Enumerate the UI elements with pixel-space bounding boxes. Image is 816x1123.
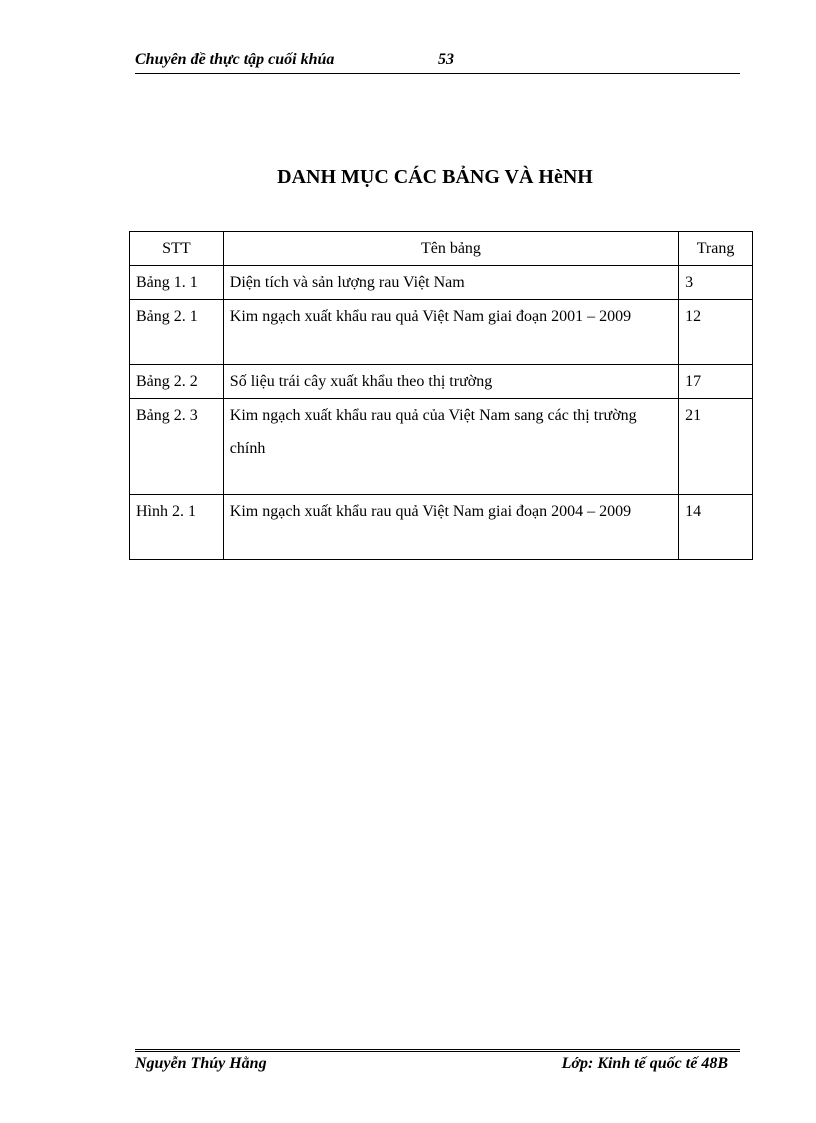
cell-stt: Bảng 2. 2 xyxy=(130,365,224,399)
cell-page: 21 xyxy=(679,399,753,495)
cell-page: 17 xyxy=(679,365,753,399)
table-row xyxy=(130,495,753,560)
footer-class: Lớp: Kinh tế quốc tế 48B xyxy=(561,1055,728,1072)
cell-page: 12 xyxy=(679,300,753,365)
table-header-row xyxy=(130,232,753,266)
column-header-name: Tên bảng xyxy=(223,232,678,266)
column-header-stt: STT xyxy=(130,232,224,266)
cell-stt: Bảng 2. 1 xyxy=(130,300,224,365)
table-row xyxy=(130,300,753,365)
document-title: DANH MỤC CÁC BẢNG VÀ HèNH xyxy=(277,166,593,188)
page-number: 53 xyxy=(438,51,454,68)
table-row xyxy=(130,365,753,399)
cell-stt: Bảng 2. 3 xyxy=(130,399,224,495)
cell-name: Số liệu trái cây xuất khẩu theo thị trường xyxy=(223,365,678,399)
table-row xyxy=(130,399,753,495)
table-row xyxy=(130,266,753,300)
cell-page: 3 xyxy=(679,266,753,300)
footer-rule xyxy=(135,1049,740,1052)
footer-author: Nguyễn Thúy Hằng xyxy=(135,1055,267,1072)
cell-name: Kim ngạch xuất khẩu rau quả Việt Nam giai đoạn 2001 – 2009 xyxy=(223,300,678,365)
cell-stt: Bảng 1. 1 xyxy=(130,266,224,300)
cell-name: Diện tích và sản lượng rau Việt Nam xyxy=(223,266,678,300)
cell-name: Kim ngạch xuất khẩu rau quả của Việt Nam sang các thị trường chính xyxy=(223,399,678,495)
column-header-page: Trang xyxy=(679,232,753,266)
cell-name: Kim ngạch xuất khẩu rau quả Việt Nam giai đoạn 2004 – 2009 xyxy=(223,495,678,560)
cell-stt: Hình 2. 1 xyxy=(130,495,224,560)
table-of-figures xyxy=(129,231,753,560)
header-title: Chuyên đề thực tập cuối khúa xyxy=(135,51,335,68)
cell-page: 14 xyxy=(679,495,753,560)
page-header xyxy=(135,49,740,74)
